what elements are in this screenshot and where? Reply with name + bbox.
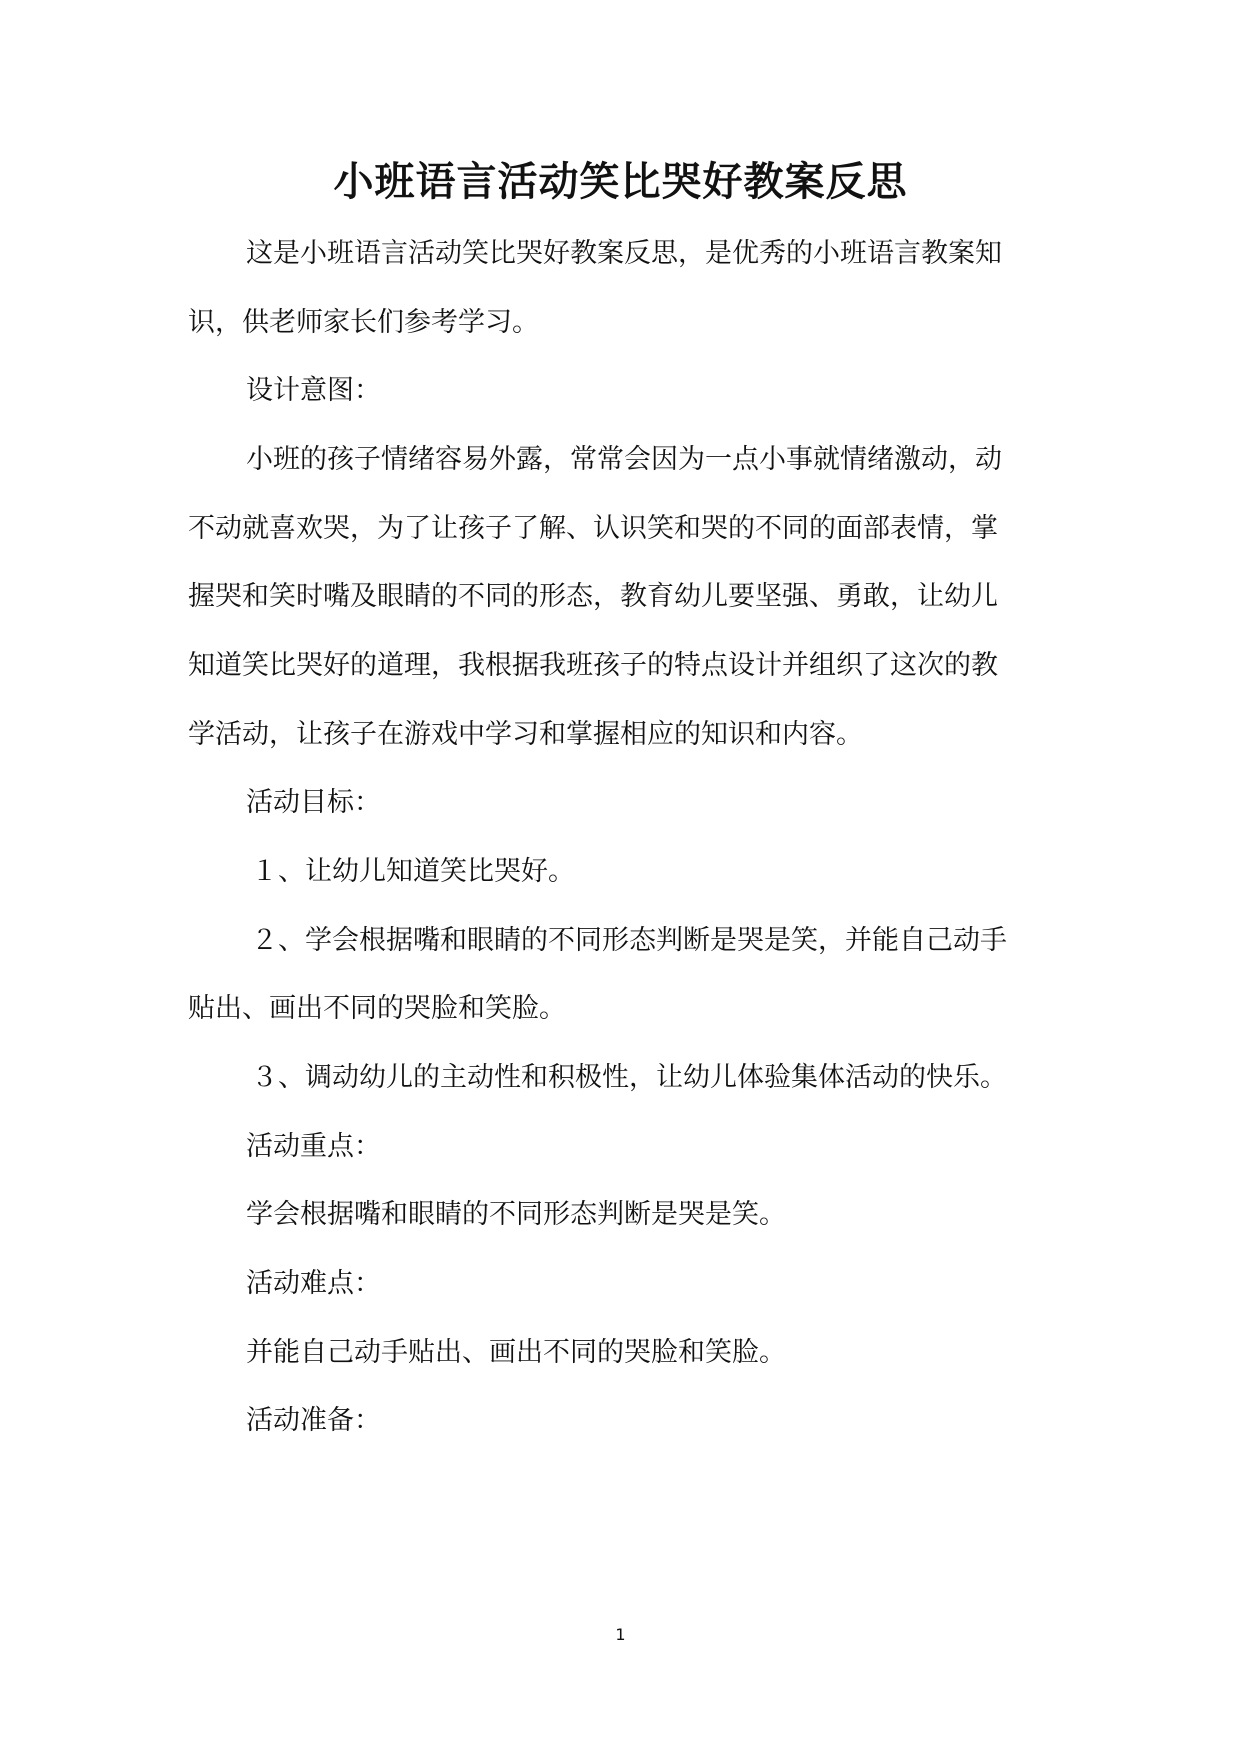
paragraph-line: 这是小班语言活动笑比哭好教案反思，是优秀的小班语言教案知 — [246, 238, 1002, 269]
paragraph-line: 学活动，让孩子在游戏中学习和掌握相应的知识和内容。 — [188, 719, 863, 750]
section-heading: 活动难点： — [246, 1268, 381, 1299]
list-item: １、让幼儿知道笑比哭好。 — [251, 856, 575, 887]
document-title: 小班语言活动笑比哭好教案反思 — [333, 158, 908, 205]
section-heading: 活动重点： — [246, 1131, 381, 1162]
section-heading: 设计意图： — [246, 375, 381, 406]
paragraph-line: 不动就喜欢哭，为了让孩子了解、认识笑和哭的不同的面部表情，掌 — [188, 513, 998, 544]
list-item: ３、调动幼儿的主动性和积极性，让幼儿体验集体活动的快乐。 — [251, 1062, 1007, 1093]
section-heading: 活动目标： — [246, 787, 381, 818]
paragraph-line: 小班的孩子情绪容易外露，常常会因为一点小事就情绪激动，动 — [246, 444, 1002, 475]
paragraph-line: 学会根据嘴和眼睛的不同形态判断是哭是笑。 — [246, 1199, 786, 1230]
paragraph-line: 握哭和笑时嘴及眼睛的不同的形态，教育幼儿要坚强、勇敢，让幼儿 — [188, 581, 998, 612]
paragraph-line: 识，供老师家长们参考学习。 — [188, 307, 539, 338]
page-number: 1 — [615, 1625, 626, 1644]
paragraph-line: 并能自己动手贴出、画出不同的哭脸和笑脸。 — [246, 1337, 786, 1368]
section-heading: 活动准备： — [246, 1405, 381, 1436]
paragraph-line: 贴出、画出不同的哭脸和笑脸。 — [188, 993, 566, 1024]
paragraph-line: 知道笑比哭好的道理，我根据我班孩子的特点设计并组织了这次的教 — [188, 650, 998, 681]
list-item: ２、学会根据嘴和眼睛的不同形态判断是哭是笑，并能自己动手 — [251, 925, 1007, 956]
